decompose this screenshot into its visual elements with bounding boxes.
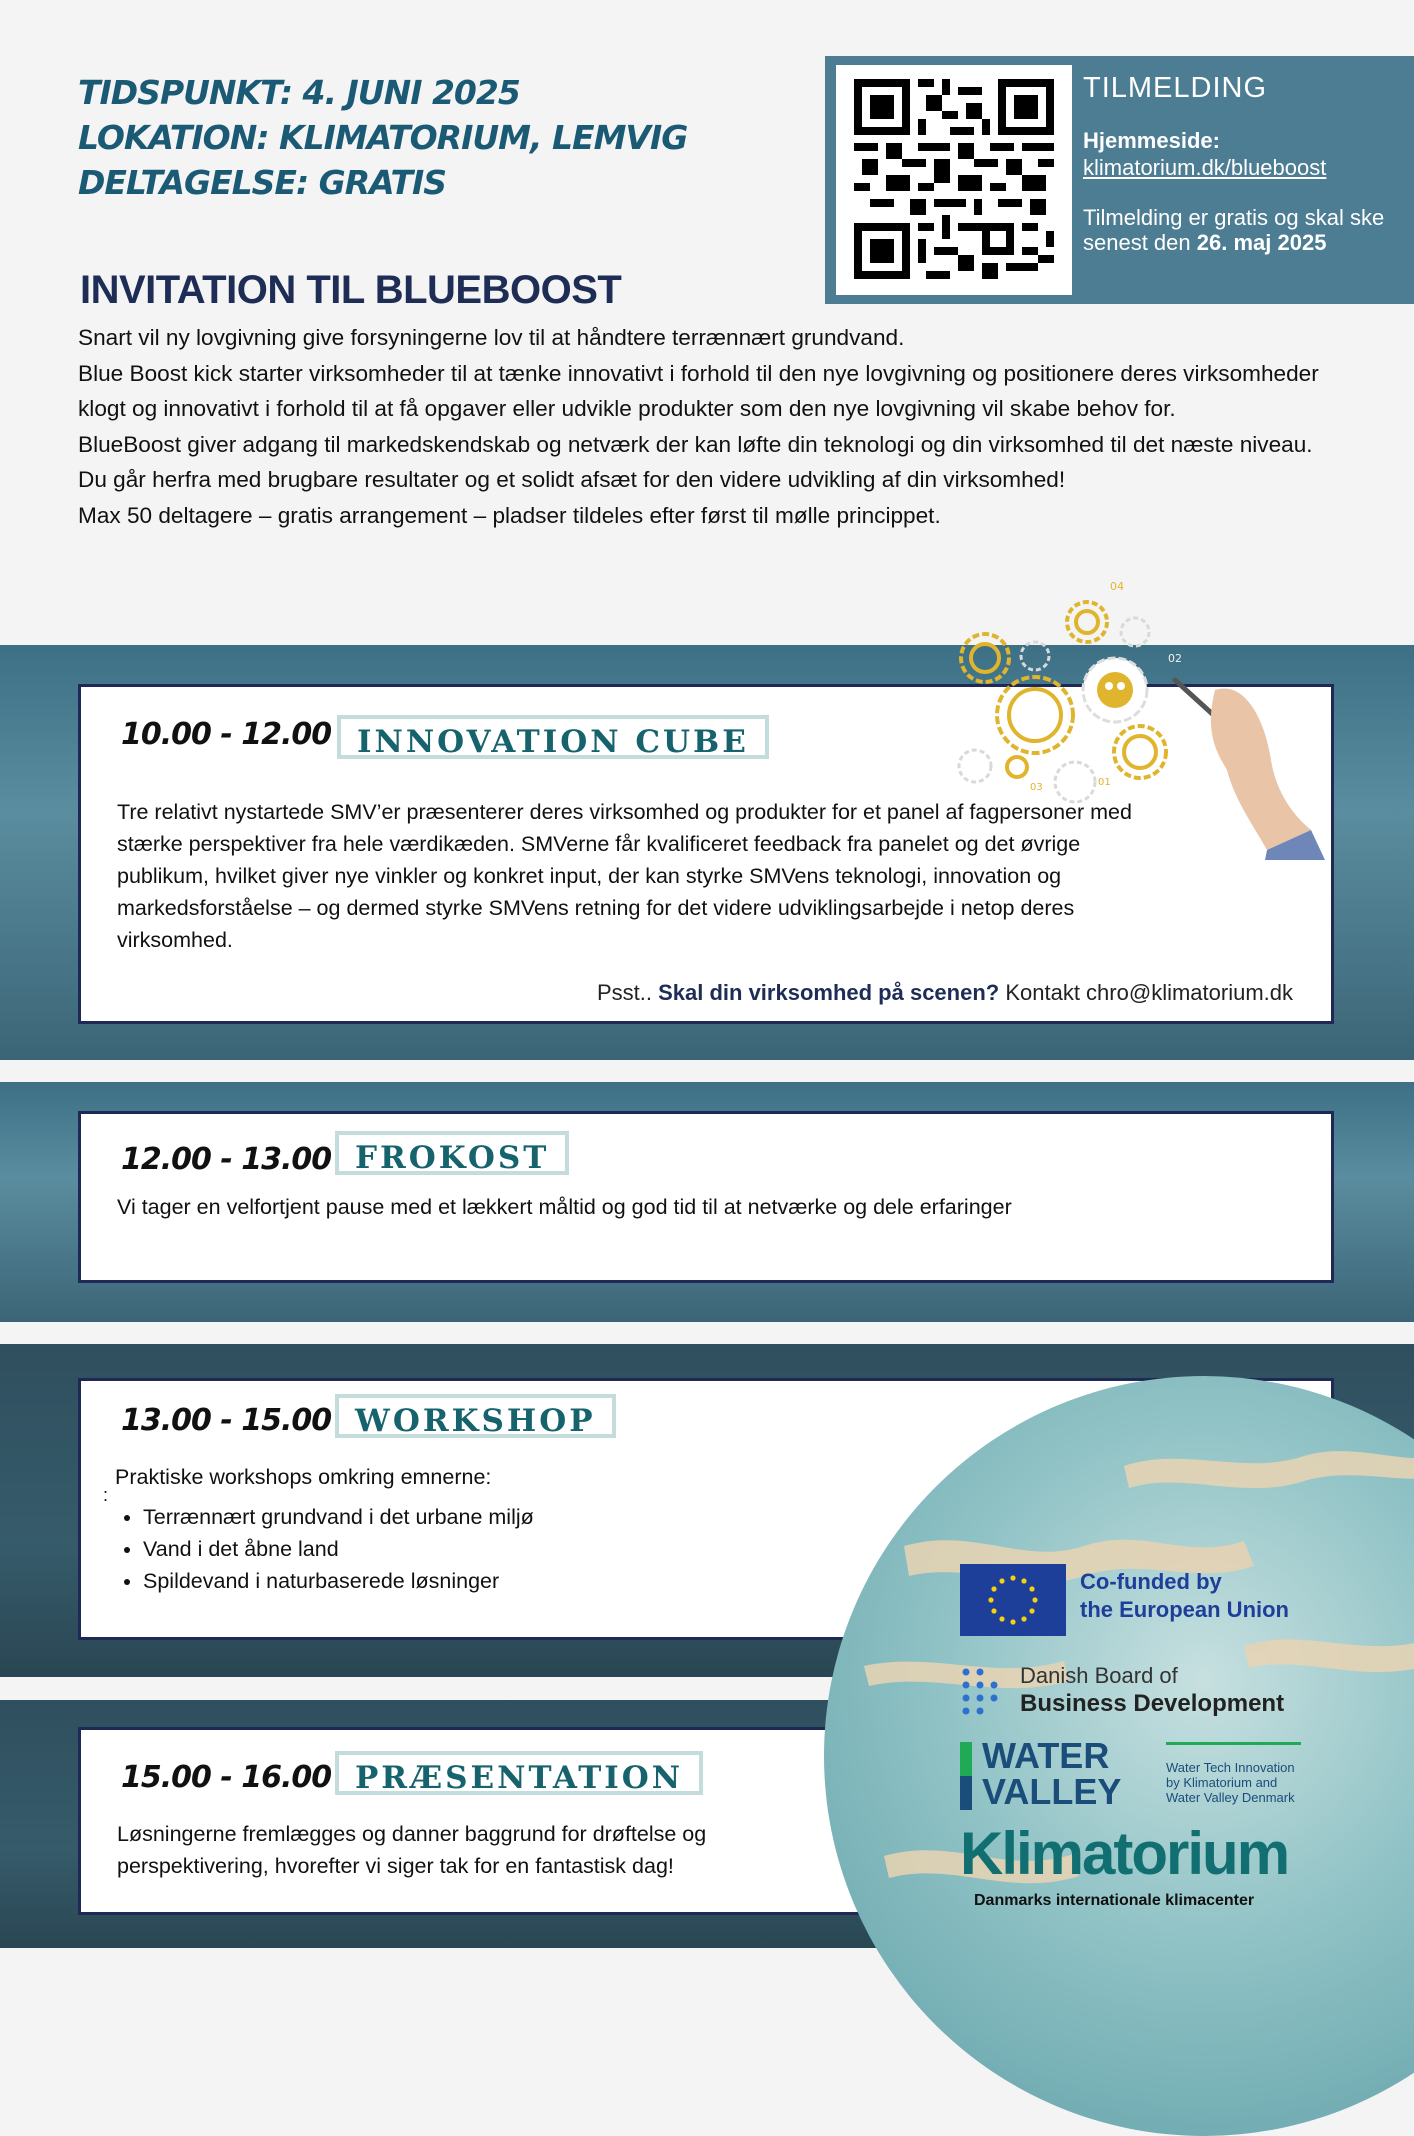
eu-line: the European Union — [1080, 1597, 1289, 1622]
workshop-intro: Praktiske workshops omkring emnerne: — [115, 1465, 492, 1489]
water-valley-mark — [960, 1776, 972, 1810]
intro-paragraph: Snart vil ny lovgivning give forsyningerne lov til at håndtere terrænnært grundvand. — [78, 325, 905, 350]
water-valley-mark — [960, 1742, 972, 1776]
session-title: PRÆSENTATION — [335, 1751, 703, 1795]
intro-paragraph: Du går herfra med brugbare resultater og et solidt afsæt for den videre udvikling af din virksomhed! — [78, 467, 1066, 492]
psst-question: Skal din virksomhed på scenen? — [658, 980, 1000, 1005]
session-text: Løsningerne fremlægges og danner baggrund for drøftelse og perspektivering, hvorefter vi siger tak for en fantastisk dag! — [117, 1822, 707, 1878]
registration-note — [1083, 205, 1413, 255]
dbbd-text — [1020, 1662, 1284, 1718]
water-circle — [824, 1376, 1414, 2136]
eu-text — [1080, 1568, 1289, 1624]
list-item: • Spildevand i naturbaserede løsninger — [143, 1565, 534, 1597]
session-title: INNOVATION CUBE — [337, 715, 769, 759]
eu-flag — [960, 1564, 1066, 1636]
psst-contact[interactable]: Kontakt chro@klimatorium.dk — [1005, 980, 1293, 1005]
illustration-label: 04 — [1110, 580, 1124, 593]
session-time: 10.00 - 12.00 — [121, 717, 332, 752]
psst-prefix: Psst.. — [596, 980, 652, 1005]
event-date: TIDSPUNKT: 4. JUNI 2025 — [78, 73, 520, 112]
session-time: 15.00 - 16.00 — [121, 1760, 332, 1795]
psst-line — [597, 977, 1293, 1009]
wv-tag: by Klimatorium and — [1166, 1775, 1278, 1790]
session-card-frokost — [78, 1111, 1334, 1283]
registration-note-text: Tilmelding er gratis og skal ske senest den — [1083, 205, 1385, 255]
homepage-link[interactable]: klimatorium.dk/blueboost — [1083, 155, 1327, 180]
homepage-label: Hjemmeside: — [1083, 128, 1220, 153]
wv-line: VALLEY — [982, 1771, 1122, 1812]
intro-paragraph: Max 50 deltagere – gratis arrangement – pladser tildeles efter først til mølle princippet. — [78, 502, 941, 528]
water-valley-text — [982, 1735, 1122, 1812]
list-item: • Terrænnært grundvand i det urbane miljø — [143, 1501, 534, 1533]
workshop-marker: : — [103, 1485, 109, 1505]
water-valley-rule — [1166, 1742, 1301, 1745]
session-title: FROKOST — [335, 1131, 569, 1175]
invitation-text — [78, 320, 1368, 533]
session-title: WORKSHOP — [335, 1394, 616, 1438]
wv-line: WATER — [982, 1735, 1110, 1776]
qr-code-icon — [854, 79, 1054, 279]
klimatorium-logo: Klimatorium — [960, 1820, 1289, 1887]
gears-hand-illustration — [915, 570, 1325, 860]
illustration-label: 03 — [1030, 782, 1043, 793]
session-text: Vi tager en velfortjent pause med et lækkert måltid og god tid til at netværke og dele erfaringer — [117, 1195, 1012, 1219]
invitation-title: INVITATION TIL BLUEBOOST — [80, 268, 622, 312]
intro-paragraph: Blue Boost kick starter virksomheder til at tænke innovativt i forhold til den nye lovgivning og positionere deres virksomheder klogt og innovativt i forhold til at få opgaver eller udvikle produkter som den nye lovgivning vil skabe behov for. — [78, 360, 1319, 421]
wv-tag: Water Valley Denmark — [1166, 1790, 1295, 1805]
workshop-list — [81, 1501, 534, 1597]
registration-title: TILMELDING — [1083, 72, 1268, 104]
illustration-label: 02 — [1168, 652, 1182, 665]
event-location: LOKATION: KLIMATORIUM, LEMVIG — [78, 118, 688, 157]
eu-stars-icon — [960, 1564, 1066, 1636]
illustration-label: 01 — [1098, 777, 1111, 788]
eu-line: Co-funded by — [1080, 1569, 1222, 1594]
water-valley-tagline — [1166, 1760, 1295, 1805]
klimatorium-tagline: Danmarks internationale klimacenter — [974, 1892, 1255, 1909]
registration-deadline: 26. maj 2025 — [1196, 230, 1327, 255]
list-item: • Vand i det åbne land — [143, 1533, 534, 1565]
dbbd-dots-icon — [960, 1666, 1000, 1718]
dbbd-line: Danish Board of — [1020, 1663, 1178, 1688]
session-time: 13.00 - 15.00 — [121, 1403, 332, 1438]
event-info — [78, 70, 687, 205]
qr-code[interactable] — [836, 65, 1072, 295]
event-price: DELTAGELSE: GRATIS — [78, 163, 447, 202]
session-time: 12.00 - 13.00 — [121, 1142, 332, 1177]
intro-paragraph: BlueBoost giver adgang til markedskendskab og netværk der kan løfte din teknologi og din virksomhed til det næste niveau. — [78, 431, 1313, 457]
dbbd-line: Business Development — [1020, 1690, 1285, 1717]
wv-tag: Water Tech Innovation — [1166, 1760, 1295, 1775]
session-text: Tre relativt nystartede SMV’er præsenterer deres virksomhed og produkter for et panel af fagpersoner med stærke perspektiver fra hele værdikæden. SMVerne får kvalificeret feedback fra panelet og det øvrige publikum, hvilket giver nye vinkler og konkret input, der kan styrke SMVens teknologi, innovation og markedsforståelse – og dermed styrke SMVens retning for det videre udviklingsarbejde i netop deres virksomhed. — [117, 800, 1132, 952]
